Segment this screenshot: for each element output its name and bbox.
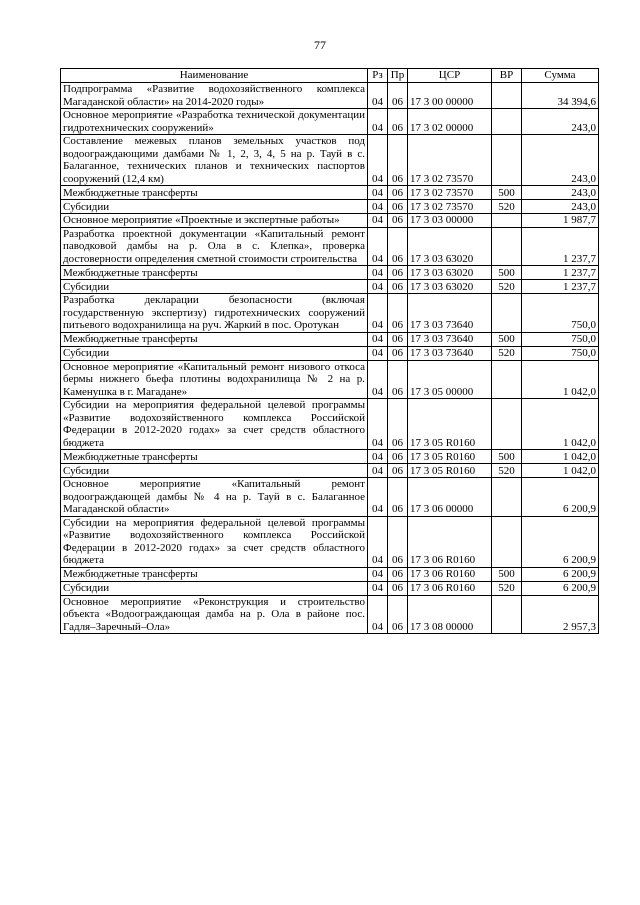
table-row <box>61 567 599 581</box>
table-row <box>61 266 599 280</box>
row-csr: 17 3 06 R0160 <box>408 516 492 567</box>
header-vr: ВР <box>492 69 522 83</box>
row-sum: 1 042,0 <box>522 360 599 399</box>
row-vr: 520 <box>492 346 522 360</box>
table-row <box>61 360 599 399</box>
row-name: Основное мероприятие «Капитальный ремонт низового откоса бермы нижнего бьефа плотины водохранилища № 2 на р. Каменушка в г. Магадане» <box>61 360 368 399</box>
row-sum: 1 042,0 <box>522 464 599 478</box>
table-row <box>61 464 599 478</box>
row-sum: 243,0 <box>522 135 599 186</box>
row-sum: 1 237,7 <box>522 280 599 294</box>
row-sum: 243,0 <box>522 109 599 135</box>
row-sum: 1 042,0 <box>522 450 599 464</box>
row-sum: 6 200,9 <box>522 581 599 595</box>
table-row <box>61 186 599 200</box>
row-sum: 1 987,7 <box>522 214 599 228</box>
row-sum: 6 200,9 <box>522 516 599 567</box>
table-row <box>61 581 599 595</box>
table-row <box>61 346 599 360</box>
row-name: Субсидии <box>61 280 368 294</box>
table-row <box>61 478 599 517</box>
row-vr <box>492 83 522 109</box>
row-vr <box>492 214 522 228</box>
row-rz: 04 <box>368 567 388 581</box>
header-rz: Рз <box>368 69 388 83</box>
row-name: Субсидии на мероприятия федеральной целевой программы «Развитие водохозяйственного комплекса Российской Федерации в 2012-2020 годах» за счет средств областного бюджета <box>61 516 368 567</box>
row-sum: 1 237,7 <box>522 266 599 280</box>
row-rz: 04 <box>368 450 388 464</box>
row-pr: 06 <box>388 83 408 109</box>
row-csr: 17 3 05 R0160 <box>408 464 492 478</box>
row-vr <box>492 516 522 567</box>
row-vr <box>492 360 522 399</box>
row-rz: 04 <box>368 280 388 294</box>
row-name: Основное мероприятие «Реконструкция и строительство объекта «Водоограждающая дамба на р. Ола в районе пос. Гадля–Заречный–Ола» <box>61 595 368 634</box>
row-vr: 500 <box>492 266 522 280</box>
row-pr: 06 <box>388 186 408 200</box>
row-vr: 500 <box>492 450 522 464</box>
table-row <box>61 280 599 294</box>
row-sum: 2 957,3 <box>522 595 599 634</box>
row-sum: 243,0 <box>522 186 599 200</box>
row-rz: 04 <box>368 464 388 478</box>
row-rz: 04 <box>368 109 388 135</box>
row-vr <box>492 135 522 186</box>
row-vr <box>492 294 522 333</box>
row-name: Межбюджетные трансферты <box>61 266 368 280</box>
row-csr: 17 3 08 00000 <box>408 595 492 634</box>
header-csr: ЦСР <box>408 69 492 83</box>
row-csr: 17 3 03 73640 <box>408 294 492 333</box>
row-name: Основное мероприятие «Проектные и экспертные работы» <box>61 214 368 228</box>
row-rz: 04 <box>368 595 388 634</box>
row-pr: 06 <box>388 567 408 581</box>
table-header-row <box>61 69 599 83</box>
row-sum: 750,0 <box>522 332 599 346</box>
row-csr: 17 3 03 00000 <box>408 214 492 228</box>
row-name: Разработка проектной документации «Капитальный ремонт паводковой дамбы на р. Ола в с. Клепка», проверка достоверности определения сметной стоимости строительства <box>61 227 368 266</box>
table-row <box>61 83 599 109</box>
table-row <box>61 516 599 567</box>
row-vr: 500 <box>492 186 522 200</box>
row-name: Межбюджетные трансферты <box>61 332 368 346</box>
table-row <box>61 450 599 464</box>
row-rz: 04 <box>368 266 388 280</box>
row-pr: 06 <box>388 450 408 464</box>
row-rz: 04 <box>368 135 388 186</box>
row-vr: 520 <box>492 464 522 478</box>
row-vr <box>492 478 522 517</box>
row-rz: 04 <box>368 581 388 595</box>
row-vr <box>492 227 522 266</box>
row-csr: 17 3 02 73570 <box>408 200 492 214</box>
row-pr: 06 <box>388 399 408 450</box>
table-row <box>61 595 599 634</box>
row-name: Субсидии <box>61 464 368 478</box>
row-rz: 04 <box>368 186 388 200</box>
row-sum: 1 237,7 <box>522 227 599 266</box>
row-pr: 06 <box>388 214 408 228</box>
table-row <box>61 214 599 228</box>
row-rz: 04 <box>368 516 388 567</box>
row-name: Субсидии на мероприятия федеральной целевой программы «Развитие водохозяйственного комплекса Российской Федерации в 2012-2020 годах» за счет средств областного бюджета <box>61 399 368 450</box>
row-pr: 06 <box>388 581 408 595</box>
row-name: Межбюджетные трансферты <box>61 186 368 200</box>
row-csr: 17 3 05 R0160 <box>408 450 492 464</box>
table-row <box>61 135 599 186</box>
row-pr: 06 <box>388 464 408 478</box>
row-rz: 04 <box>368 200 388 214</box>
row-rz: 04 <box>368 83 388 109</box>
row-csr: 17 3 05 R0160 <box>408 399 492 450</box>
row-sum: 6 200,9 <box>522 478 599 517</box>
table-row <box>61 294 599 333</box>
row-name: Основное мероприятие «Капитальный ремонт водоограждающей дамбы № 4 на р. Тауй в с. Балаганное Магаданской области» <box>61 478 368 517</box>
row-vr: 520 <box>492 280 522 294</box>
row-sum: 1 042,0 <box>522 399 599 450</box>
row-name: Разработка декларации безопасности (включая государственную экспертизу) гидротехнических сооружений питьевого водохранилища на руч. Жаркий в пос. Оротукан <box>61 294 368 333</box>
row-csr: 17 3 03 73640 <box>408 346 492 360</box>
row-vr <box>492 399 522 450</box>
row-rz: 04 <box>368 332 388 346</box>
row-rz: 04 <box>368 214 388 228</box>
row-pr: 06 <box>388 360 408 399</box>
table-row <box>61 399 599 450</box>
row-pr: 06 <box>388 516 408 567</box>
row-rz: 04 <box>368 294 388 333</box>
row-pr: 06 <box>388 266 408 280</box>
row-rz: 04 <box>368 478 388 517</box>
table-row <box>61 332 599 346</box>
row-vr: 520 <box>492 581 522 595</box>
row-name: Составление межевых планов земельных участков под водоограждающими дамбами № 1, 2, 3, 4, 5 на р. Тауй в с. Балаганное, технических планов и технических паспортов сооружений (12,4 км) <box>61 135 368 186</box>
row-pr: 06 <box>388 332 408 346</box>
row-name: Субсидии <box>61 581 368 595</box>
row-name: Основное мероприятие «Разработка технической документации гидротехнических сооружений» <box>61 109 368 135</box>
row-pr: 06 <box>388 109 408 135</box>
row-vr: 520 <box>492 200 522 214</box>
row-name: Субсидии <box>61 200 368 214</box>
row-csr: 17 3 03 73640 <box>408 332 492 346</box>
row-pr: 06 <box>388 280 408 294</box>
header-pr: Пр <box>388 69 408 83</box>
row-sum: 750,0 <box>522 294 599 333</box>
table-row <box>61 109 599 135</box>
row-pr: 06 <box>388 200 408 214</box>
row-pr: 06 <box>388 478 408 517</box>
row-csr: 17 3 06 R0160 <box>408 567 492 581</box>
row-csr: 17 3 03 63020 <box>408 266 492 280</box>
row-name: Субсидии <box>61 346 368 360</box>
row-csr: 17 3 06 00000 <box>408 478 492 517</box>
row-pr: 06 <box>388 595 408 634</box>
row-csr: 17 3 02 00000 <box>408 109 492 135</box>
row-name: Подпрограмма «Развитие водохозяйственного комплекса Магаданской области» на 2014-2020 годы» <box>61 83 368 109</box>
row-pr: 06 <box>388 135 408 186</box>
row-csr: 17 3 06 R0160 <box>408 581 492 595</box>
row-csr: 17 3 00 00000 <box>408 83 492 109</box>
row-sum: 6 200,9 <box>522 567 599 581</box>
row-vr: 500 <box>492 567 522 581</box>
row-rz: 04 <box>368 346 388 360</box>
row-rz: 04 <box>368 399 388 450</box>
row-csr: 17 3 02 73570 <box>408 135 492 186</box>
row-name: Межбюджетные трансферты <box>61 450 368 464</box>
row-pr: 06 <box>388 227 408 266</box>
row-vr <box>492 595 522 634</box>
row-rz: 04 <box>368 227 388 266</box>
row-pr: 06 <box>388 294 408 333</box>
row-sum: 243,0 <box>522 200 599 214</box>
table-row <box>61 227 599 266</box>
row-csr: 17 3 03 63020 <box>408 227 492 266</box>
header-sum: Сумма <box>522 69 599 83</box>
header-name: Наименование <box>61 69 368 83</box>
row-csr: 17 3 05 00000 <box>408 360 492 399</box>
row-rz: 04 <box>368 360 388 399</box>
row-pr: 06 <box>388 346 408 360</box>
row-vr: 500 <box>492 332 522 346</box>
row-csr: 17 3 03 63020 <box>408 280 492 294</box>
row-vr <box>492 109 522 135</box>
row-name: Межбюджетные трансферты <box>61 567 368 581</box>
page-number: 77 <box>314 38 326 52</box>
budget-table <box>60 68 599 634</box>
row-csr: 17 3 02 73570 <box>408 186 492 200</box>
row-sum: 750,0 <box>522 346 599 360</box>
row-sum: 34 394,6 <box>522 83 599 109</box>
table-row <box>61 200 599 214</box>
